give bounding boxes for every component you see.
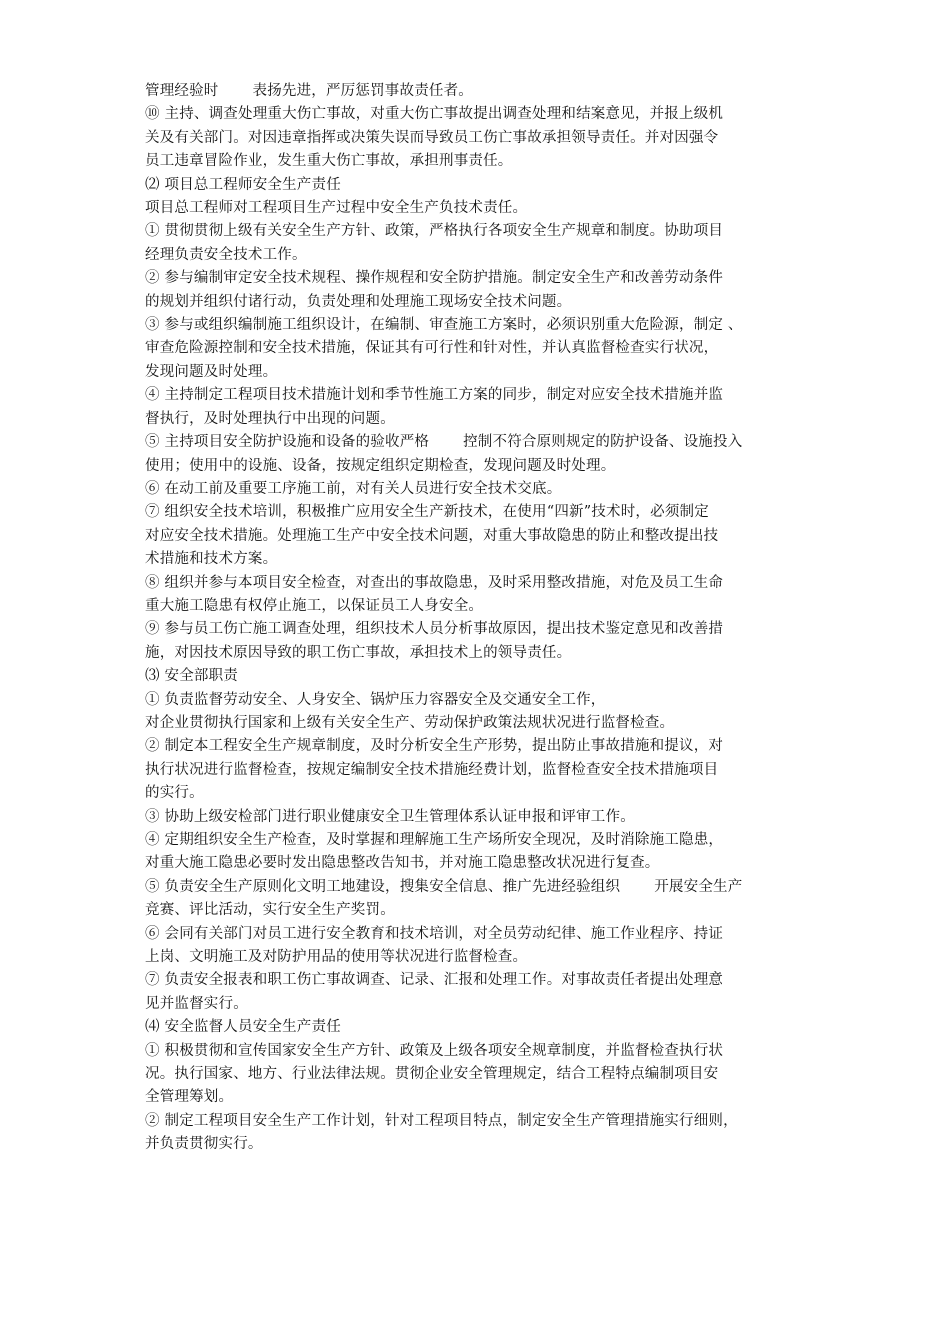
text-line <box>145 431 815 454</box>
text-line: ⑨ 参与员工伤亡施工调查处理，组织技术人员分析事故原因，提出技术鉴定意见和改善措 <box>145 621 724 638</box>
text-line: 对应安全技术措施。处理施工生产中安全技术问题，对重大事故隐患的防止和整改提出技 <box>145 527 719 544</box>
text-line: 术措施和技术方案。 <box>145 551 278 568</box>
text-line: 上岗、文明施工及对防护用品的使用等状况进行监督检查。 <box>145 949 528 966</box>
text-line: ② 制定工程项目安全生产工作计划，针对工程项目特点，制定安全生产管理措施实行细则， <box>145 1112 738 1129</box>
text-line: 经理负责安全技术工作。 <box>145 246 307 263</box>
text-line: ⑦ 组织安全技术培训，积极推广应用安全生产新技术，在使用“四新”技术时，必须制定 <box>145 504 709 521</box>
text-line: 并负责贯彻实行。 <box>145 1136 263 1153</box>
section-heading: ⑵ 项目总工程师安全生产责任 <box>145 176 341 193</box>
text-line: 对企业贯彻执行国家和上级有关安全生产、劳动保护政策法规状况进行监督检查。 <box>145 714 675 731</box>
text-line: 使用；使用中的设施、设备，按规定组织定期检查，发现问题及时处理。 <box>145 457 616 474</box>
text-line: ② 参与编制审定安全技术规程、操作规程和安全防护措施。制定安全生产和改善劳动条件 <box>145 270 724 287</box>
text-fragment: ⑤ 主持项目安全防护设施和设备的验收严格 <box>145 434 430 451</box>
text-line: 关及有关部门。对因违章指挥或决策失误而导致员工伤亡事故承担领导责任。并对因强令 <box>145 129 719 146</box>
text-line: ① 积极贯彻和宣传国家安全生产方针、政策及上级各项安全规章制度，并监督检查执行状 <box>145 1042 724 1059</box>
text-line: 竞赛、评比活动，实行安全生产奖罚。 <box>145 902 395 919</box>
text-line: 项目总工程师对工程项目生产过程中安全生产负技术责任。 <box>145 200 528 217</box>
text-line: 执行状况进行监督检查，按规定编制安全技术措施经费计划，监督检查安全技术措施项目 <box>145 761 719 778</box>
text-line: ④ 定期组织安全生产检查，及时掌握和理解施工生产场所安全现况，及时消除施工隐患， <box>145 832 724 848</box>
text-line: 审查危险源控制和安全技术措施，保证其有可行性和针对性，并认真监督检查实行状况， <box>145 340 719 357</box>
text-line: ⑧ 组织并参与本项目安全检查，对查出的事故隐患，及时采用整改措施，对危及员工生命 <box>145 574 724 591</box>
text-line: ⑦ 负责安全报表和职工伤亡事故调查、记录、汇报和处理工作。对事故责任者提出处理意 <box>145 972 724 989</box>
text-line: 的实行。 <box>145 785 204 802</box>
text-line: ⑥ 会同有关部门对员工进行安全教育和技术培训，对全员劳动纪律、施工作业程序、持证 <box>145 925 724 942</box>
text-line: ④ 主持制定工程项目技术措施计划和季节性施工方案的同步，制定对应安全技术措施并监 <box>145 387 724 404</box>
text-line: ③ 参与或组织编制施工组织设计，在编制、审查施工方案时，必须识别重大危险源，制定 、 <box>145 317 743 334</box>
text-fragment: ⑤ 负责安全生产原则化文明工地建设，搜集安全信息、推广先进经验组织 <box>145 878 621 895</box>
text-line: 施，对因技术原因导致的职工伤亡事故，承担技术上的领导责任。 <box>145 644 572 661</box>
text-fragment: 表扬先进，严厉惩罚事故责任者。 <box>252 83 473 99</box>
text-fragment: 控制不符合原则规定的防护设备、设施投入 <box>463 434 743 451</box>
document-body <box>145 80 815 1157</box>
text-line: 督执行，及时处理执行中出现的问题。 <box>145 410 395 427</box>
text-line <box>145 876 815 899</box>
text-fragment: 开展安全生产 <box>654 878 743 895</box>
text-line: ① 负责监督劳动安全、人身安全、锅炉压力容器安全及交通安全工作， <box>145 691 606 708</box>
text-line: ⑩ 主持、调查处理重大伤亡事故，对重大伤亡事故提出调查处理和结案意见，并报上级机 <box>145 106 724 123</box>
text-line: ② 制定本工程安全生产规章制度，及时分析安全生产形势，提出防止事故措施和提议，对 <box>145 738 724 755</box>
text-line: 的规划并组织付诸行动，负责处理和处理施工现场安全技术问题。 <box>145 293 572 310</box>
text-line: ⑥ 在动工前及重要工序施工前，对有关人员进行安全技术交底。 <box>145 480 562 497</box>
section-heading: ⑶ 安全部职责 <box>145 668 239 685</box>
text-line: 员工违章冒险作业，发生重大伤亡事故，承担刑事责任。 <box>145 153 513 170</box>
text-line: 对重大施工隐患必要时发出隐患整改告知书，并对施工隐患整改状况进行复查。 <box>145 855 660 872</box>
text-line: ③ 协助上级安检部门进行职业健康安全卫生管理体系认证申报和评审工作。 <box>145 808 635 825</box>
text-line: 发现问题及时处理。 <box>145 363 278 380</box>
text-line: 见并监督实行。 <box>145 995 248 1012</box>
text-line: ① 贯彻贯彻上级有关安全生产方针、政策，严格执行各项安全生产规章和制度。协助项目 <box>145 223 724 240</box>
text-fragment: 管理经验时 <box>145 83 219 99</box>
text-line: 全管理筹划。 <box>145 1089 234 1106</box>
text-line: 重大施工隐患有权停止施工，以保证员工人身安全。 <box>145 597 484 614</box>
text-line: 况。执行国家、地方、行业法律法规。贯彻企业安全管理规定，结合工程特点编制项目安 <box>145 1066 719 1083</box>
section-heading: ⑷ 安全监督人员安全生产责任 <box>145 1019 341 1036</box>
text-line <box>145 80 815 103</box>
